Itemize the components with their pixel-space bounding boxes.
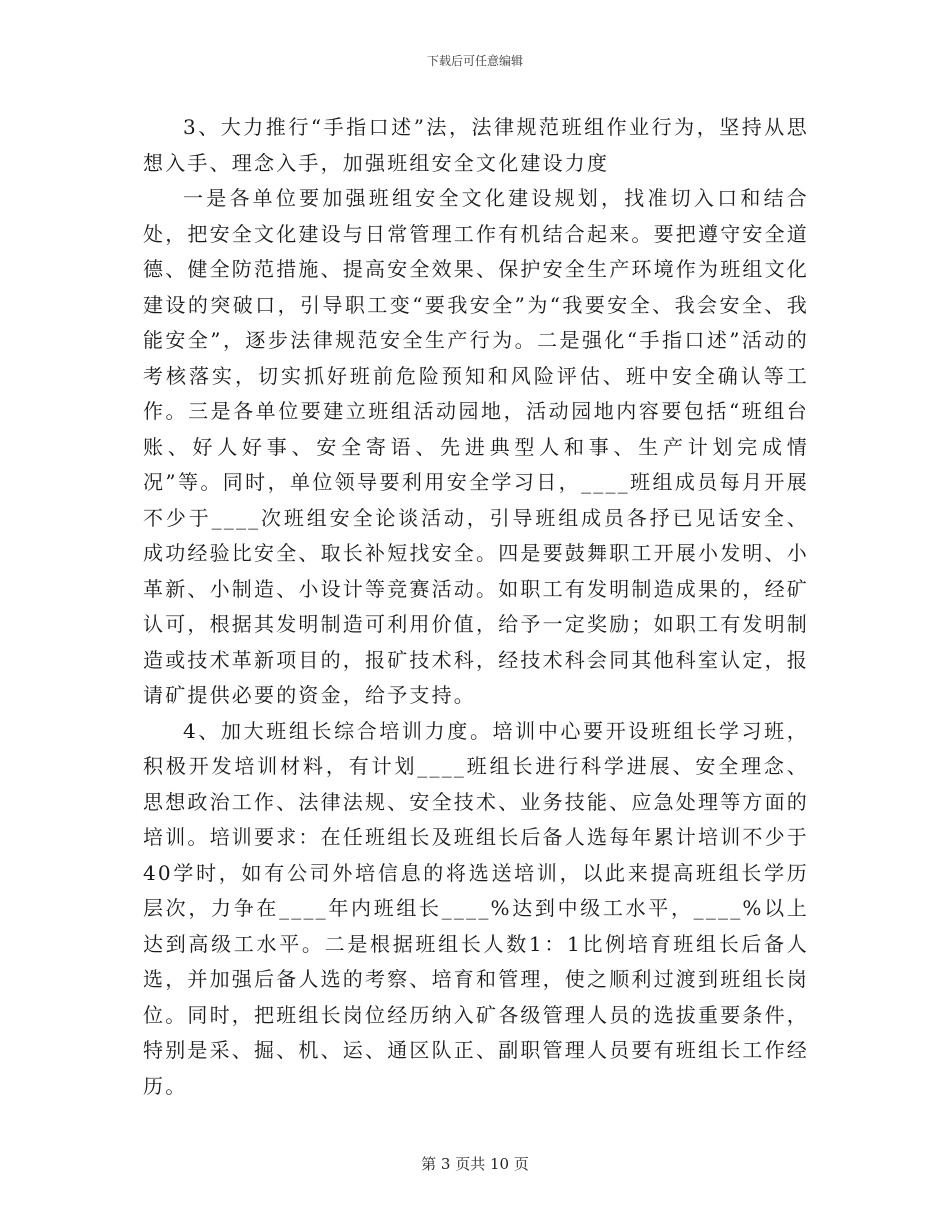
section-3-body: 一是各单位要加强班组安全文化建设规划，找准切入口和结合处，把安全文化建设与日常管理工作有机结合起来。要把遵守安全道德、健全防范措施、提高安全效果、保护安全生产环境作为班组文化建设的突破口，引导职工变“要我安全”为“我要安全、我会安全、我能安全”，逐步法律规范安全生产行为。二是强化“手指口述”活动的考核落实，切实抓好班前危险预知和风险评估、班中安全确认等工作。三是各单位要建立班组活动园地，活动园地内容要包括“班组台账、好人好事、安全寄语、先进典型人和事、生产计划完成情况”等。同时，单位领导要利用安全学习日，____班组成员每月开展不少于____次班组安全论谈活动，引导班组成员各抒已见话安全、成功经验比安全、取长补短找安全。四是要鼓舞职工开展小发明、小革新、小制造、小设计等竞赛活动。如职工有发明制造成果的，经矿认可，根据其发明制造可利用价值，给予一定奖励；如职工有发明制造或技术革新项目的，报矿技术科，经技术科会同其他科室认定，报请矿提供必要的资金，给予支持。 <box>143 186 809 707</box>
page-header-note: 下载后可任意编辑 <box>426 54 523 68</box>
page-number: 第 3 页共 10 页 <box>421 1155 529 1173</box>
section-3-heading: 3、大力推行“手指口述”法，法律规范班组作业行为，坚持从思想入手、理念入手，加强班组安全文化建设力度 <box>143 115 809 175</box>
document-body <box>143 110 809 1104</box>
section-4-body: 4、加大班组长综合培训力度。培训中心要开设班组长学习班，积极开发培训材料，有计划____班组长进行科学进展、安全理念、思想政治工作、法律法规、安全技术、业务技能、应急处理等方面的培训。培训要求：在任班组长及班组长后备人选每年累计培训不少于40学时，如有公司外培信息的将选送培训，以此来提高班组长学历层次，力争在____年内班组长____%达到中级工水平，____%以上达到高级工水平。二是根据班组长人数1：1比例培育班组长后备人选，并加强后备人选的考察、培育和管理，使之顺利过渡到班组长岗位。同时，把班组长岗位经历纳入矿各级管理人员的选拔重要条件，特别是采、掘、机、运、通区队正、副职管理人员要有班组长工作经历。 <box>143 718 809 1098</box>
